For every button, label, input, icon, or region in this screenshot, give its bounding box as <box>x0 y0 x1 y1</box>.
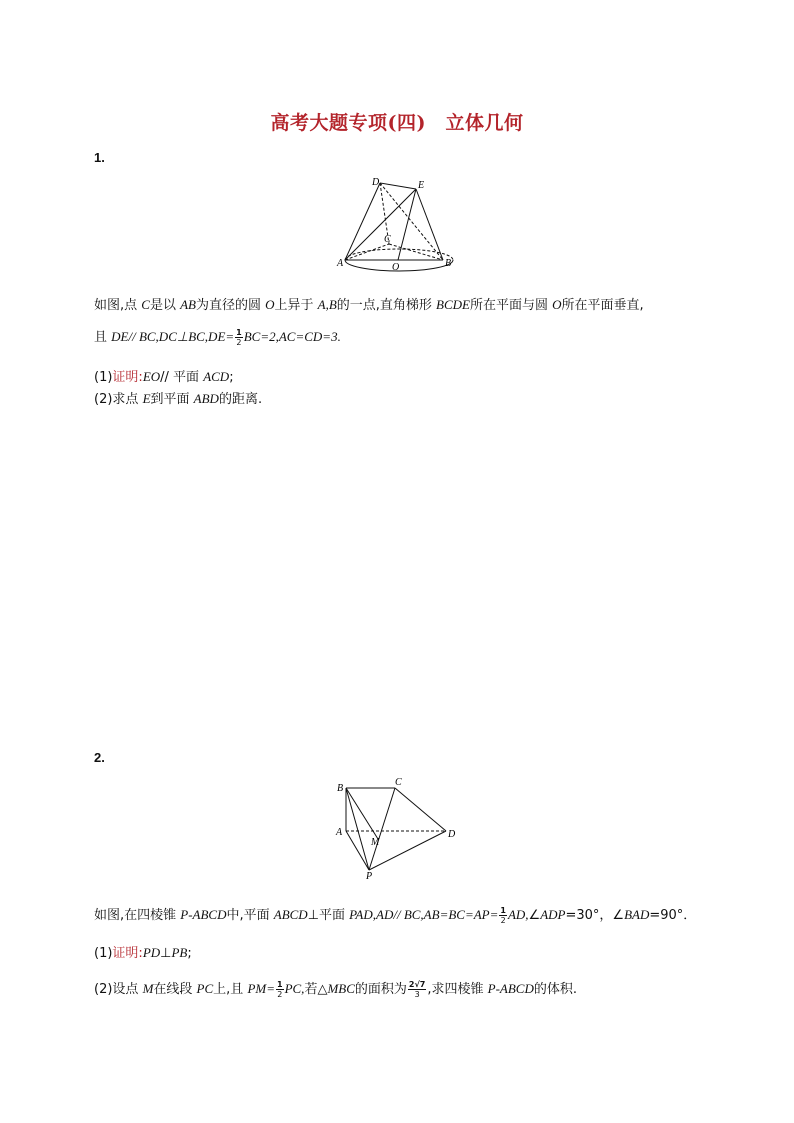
text: 的一点,直角梯形 <box>336 298 437 313</box>
math: O <box>265 297 275 312</box>
label-O: O <box>392 262 400 273</box>
question-2-number: 2. <box>94 750 105 765</box>
text: 为直径的圆 <box>195 298 266 313</box>
math: BCDE <box>436 297 470 312</box>
text: ∠ <box>528 908 541 923</box>
text: 是以 <box>149 298 181 313</box>
math: PD <box>142 945 161 960</box>
math: ABD <box>193 391 219 406</box>
text: ; <box>187 946 192 961</box>
math: O <box>552 297 562 312</box>
label-B: B <box>337 783 344 794</box>
math: P-ABCD <box>180 907 227 922</box>
math: ADP <box>540 907 566 922</box>
q1-part2 <box>94 388 262 407</box>
text: (1) <box>94 370 113 385</box>
text: // 平面 <box>160 370 204 385</box>
math: AD, <box>507 907 529 922</box>
math: PAD,AD// BC,AB=BC=AP= <box>349 907 499 922</box>
math: PC, <box>284 981 305 996</box>
math: C <box>141 297 150 312</box>
math: P-ABCD <box>487 981 534 996</box>
denominator: 2 <box>500 916 506 925</box>
text: ,求四棱锥 <box>427 982 488 997</box>
text: 如图,在四棱锥 <box>94 908 181 923</box>
label-D: D <box>448 829 456 840</box>
text: ⊥平面 <box>307 908 350 923</box>
math: ACD <box>203 369 230 384</box>
math: EO <box>142 369 161 384</box>
q1-stem <box>94 294 644 313</box>
math: PC <box>196 981 214 996</box>
numerator: 1 <box>276 980 283 989</box>
fraction-area <box>408 980 426 999</box>
text: 的距离. <box>218 392 263 407</box>
q2-figure <box>332 772 462 882</box>
q1-part1 <box>94 366 234 385</box>
numerator: 2√7 <box>408 980 426 989</box>
text: 上异于 <box>274 298 318 313</box>
label-E: E <box>418 180 425 191</box>
denominator: 2 <box>277 990 283 999</box>
math: BAD <box>624 907 650 922</box>
label-P: P <box>366 871 373 882</box>
fraction-one-half <box>235 328 243 347</box>
label-D: D <box>372 177 380 188</box>
label-C: C <box>384 234 391 245</box>
text: ⊥ <box>160 946 172 961</box>
math: PM= <box>247 981 275 996</box>
text: 且 <box>94 330 112 345</box>
numerator: 1 <box>236 328 242 337</box>
proof-label: 证明: <box>112 370 143 385</box>
math: PB <box>171 945 188 960</box>
label-M: M <box>371 837 380 848</box>
text: 的面积为 <box>354 982 407 997</box>
q2-stem <box>94 904 696 925</box>
math: A,B <box>317 297 337 312</box>
label-A: A <box>337 258 344 269</box>
q1-conditions <box>94 326 341 347</box>
text: 在线段 <box>153 982 197 997</box>
text: ; <box>229 370 234 385</box>
math: AB <box>180 297 196 312</box>
text: 若△ <box>304 982 328 997</box>
question-1-number: 1. <box>94 150 105 165</box>
text: 所在平面与圆 <box>470 298 553 313</box>
text: (2)求点 <box>94 392 143 407</box>
proof-label: 证明: <box>112 946 143 961</box>
denominator: 2 <box>236 338 242 347</box>
q2-part1 <box>94 942 192 961</box>
text: 所在平面垂直, <box>561 298 644 313</box>
math: DE// BC,DC⊥BC,DE= <box>111 329 235 344</box>
denominator: 3 <box>414 990 420 999</box>
label-C: C <box>395 777 402 788</box>
text: =30°，∠ <box>565 908 625 923</box>
math: E <box>142 391 151 406</box>
label-B: B <box>445 258 452 269</box>
label-A: A <box>336 827 343 838</box>
math: M <box>142 981 154 996</box>
text: 到平面 <box>150 392 194 407</box>
math: ABCD <box>273 907 308 922</box>
text: (2)设点 <box>94 982 143 997</box>
text: 上,且 <box>213 982 248 997</box>
fraction-one-half <box>276 980 284 999</box>
page-title: 高考大题专项(四) 立体几何 <box>270 112 524 134</box>
text: 的体积. <box>533 982 577 997</box>
numerator: 1 <box>500 906 506 915</box>
q1-figure <box>335 172 465 277</box>
text: (1) <box>94 946 113 961</box>
math: BC=2,AC=CD=3. <box>243 329 341 344</box>
math: MBC <box>327 981 355 996</box>
text: 如图,点 <box>94 298 142 313</box>
text: 中,平面 <box>226 908 274 923</box>
text: =90°． <box>649 908 697 923</box>
q2-part2 <box>94 978 577 999</box>
fraction-one-half <box>499 906 507 925</box>
